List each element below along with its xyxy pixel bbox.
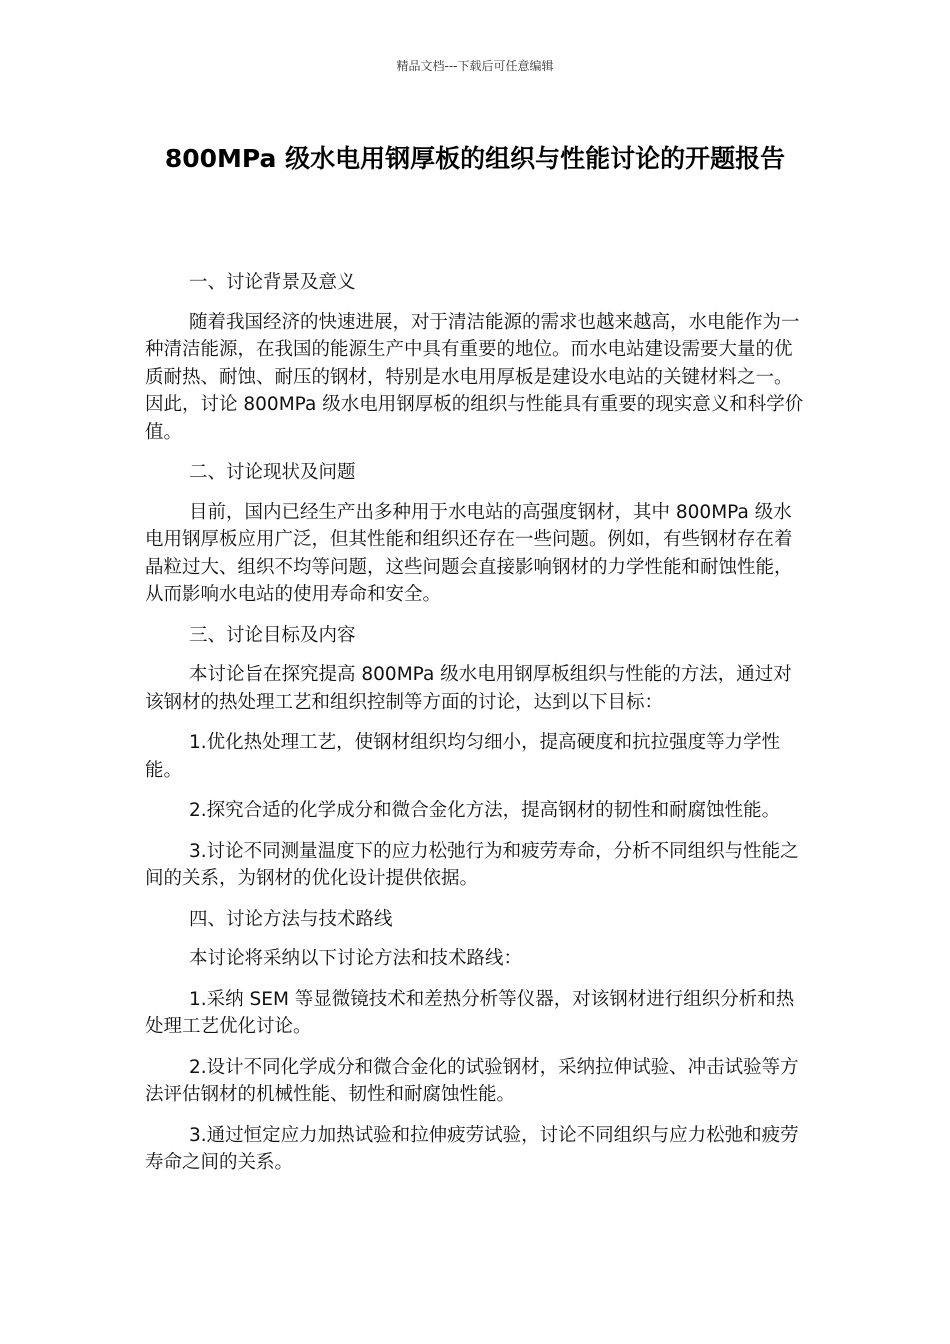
section-heading: 一、讨论背景及意义	[189, 272, 356, 293]
document-body	[145, 269, 805, 1190]
list-item: 2.设计不同化学成分和微合金化的试验钢材，采纳拉伸试验、冲击试验等方法评估钢材的机械性能、韧性和耐腐蚀性能。	[145, 1056, 799, 1105]
section-heading: 三、讨论目标及内容	[189, 624, 356, 646]
list-item: 3.通过恒定应力加热试验和拉伸疲劳试验，讨论不同组织与应力松弛和疲劳寿命之间的关系。	[145, 1124, 799, 1173]
body-paragraph: 随着我国经济的快速进展，对于清洁能源的需求也越来越高，水电能作为一种清洁能源，在我国的能源生产中具有重要的地位。而水电站建设需要大量的优质耐热、耐蚀、耐压的钢材，特别是水电用厚板是建设水电站的关键材料之一。因此，讨论 800MPa 级水电用钢厚板的组织与性能具有重要的现实意义和科学价值。	[145, 311, 804, 443]
body-paragraph: 本讨论将采纳以下讨论方法和技术路线：	[189, 948, 523, 969]
body-paragraph: 目前，国内已经生产出多种用于水电站的高强度钢材，其中 800MPa 级水电用钢厚板应用广泛，但其性能和组织还存在一些问题。例如，有些钢材存在着晶粒过大、组织不均等问题，这些问题会直接影响钢材的力学性能和耐蚀性能，从而影响水电站的使用寿命和安全。	[145, 501, 793, 605]
document-title: 800MPa 级水电用钢厚板的组织与性能讨论的开题报告	[164, 144, 786, 173]
list-item: 1.优化热处理工艺，使钢材组织均匀细小，提高硬度和抗拉强度等力学性能。	[145, 732, 781, 781]
section-heading: 二、讨论现状及问题	[189, 462, 356, 483]
list-item: 2.探究合适的化学成分和微合金化方法，提高钢材的韧性和耐腐蚀性能。	[189, 800, 781, 821]
list-item: 3.讨论不同测量温度下的应力松弛行为和疲劳寿命，分析不同组织与性能之间的关系，为钢材的优化设计提供依据。	[145, 840, 799, 889]
page-header-note: 精品文档---下载后可任意编辑	[396, 59, 554, 73]
list-item: 1.采纳 SEM 等显微镜技术和差热分析等仪器，对该钢材进行组织分析和热处理工艺优化讨论。	[145, 988, 795, 1037]
section-heading: 四、讨论方法与技术路线	[189, 908, 393, 930]
body-paragraph: 本讨论旨在探究提高 800MPa 级水电用钢厚板组织与性能的方法，通过对该钢材的热处理工艺和组织控制等方面的讨论，达到以下目标：	[145, 664, 792, 713]
